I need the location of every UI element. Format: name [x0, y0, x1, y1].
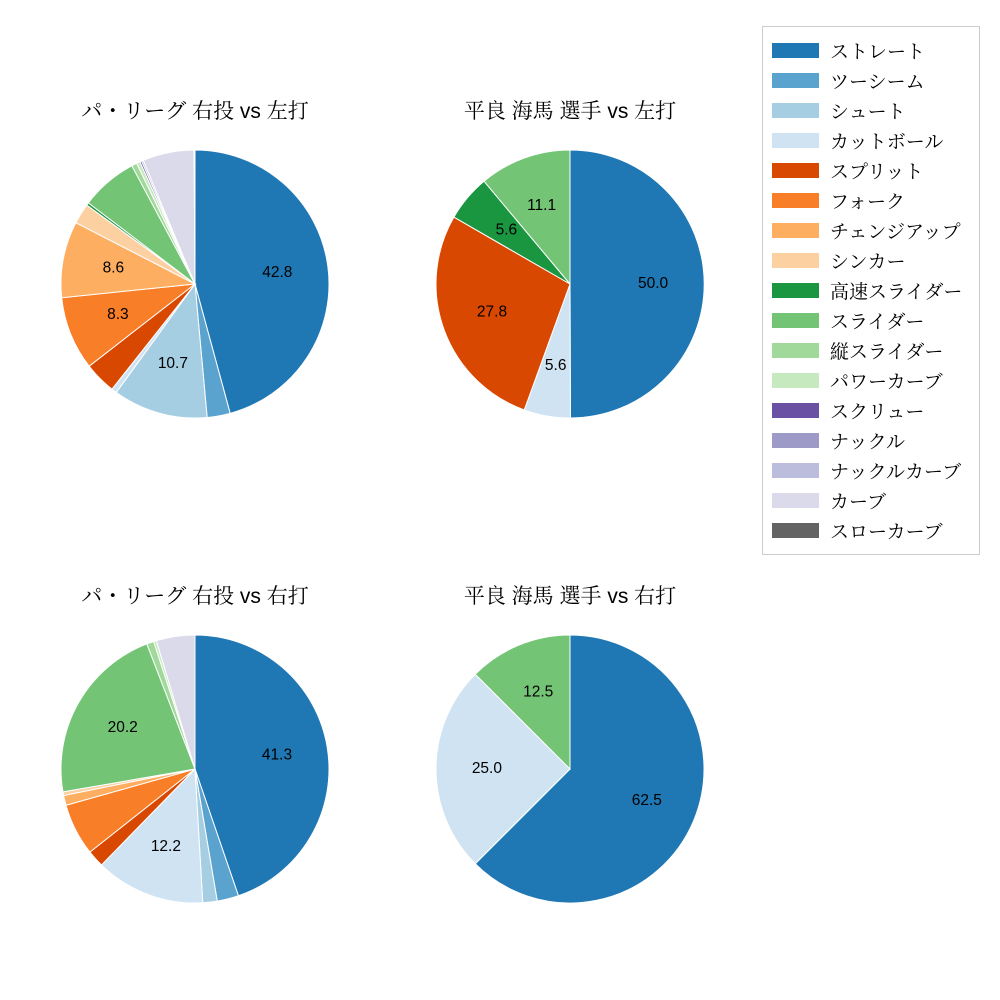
- legend-item: [772, 155, 970, 185]
- legend-item: [772, 35, 970, 65]
- legend-swatch: [772, 193, 819, 208]
- legend-item: [772, 305, 970, 335]
- legend-item: [772, 395, 970, 425]
- legend-label: 高速スライダー: [830, 281, 963, 303]
- legend-item: [772, 185, 970, 215]
- legend-label: カーブ: [830, 491, 887, 513]
- legend-item: [772, 125, 970, 155]
- chart-taira-vs-right: [405, 580, 735, 914]
- legend-item: [772, 65, 970, 95]
- pie-slice-label: 27.8: [476, 303, 508, 321]
- legend-swatch: [772, 493, 819, 508]
- legend-swatch: [772, 523, 819, 538]
- legend: [762, 26, 980, 555]
- legend-label: チェンジアップ: [830, 221, 961, 243]
- legend-label: スローカーブ: [830, 521, 943, 543]
- pie-slice-label: 62.5: [631, 791, 662, 809]
- legend-swatch: [772, 253, 819, 268]
- pie-slice-label: 42.8: [262, 264, 293, 282]
- pie-slice-label: 11.1: [527, 196, 557, 214]
- pie-slice-label: 12.5: [523, 683, 554, 701]
- legend-label: シュート: [830, 101, 906, 123]
- legend-swatch: [772, 403, 819, 418]
- chart-title: 平良 海馬 選手 vs 右打: [463, 585, 677, 608]
- pie-slices: [61, 635, 329, 903]
- legend-swatch: [772, 373, 819, 388]
- legend-swatch: [772, 463, 819, 478]
- legend-label: ナックルカーブ: [830, 461, 962, 483]
- legend-label: フォーク: [830, 191, 906, 213]
- chart-title: パ・リーグ 右投 vs 右打: [81, 585, 309, 608]
- pie-slices: [61, 150, 329, 418]
- legend-label: ストレート: [830, 41, 926, 63]
- legend-item: [772, 245, 970, 275]
- legend-swatch: [772, 133, 819, 148]
- legend-swatch: [772, 73, 819, 88]
- legend-item: [772, 275, 970, 305]
- legend-label: スプリット: [830, 161, 924, 183]
- legend-item: [772, 335, 970, 365]
- chart-title: 平良 海馬 選手 vs 左打: [463, 100, 677, 123]
- legend-swatch: [772, 313, 819, 328]
- legend-item: [772, 365, 970, 395]
- legend-item: [772, 95, 970, 125]
- legend-swatch: [772, 283, 819, 298]
- pie-svg: [425, 139, 715, 429]
- chart-taira-vs-left: [405, 95, 735, 429]
- legend-item: [772, 455, 970, 485]
- legend-label: パワーカーブ: [830, 371, 943, 393]
- pie-slice-label: 8.6: [102, 259, 125, 277]
- legend-label: 縦スライダー: [830, 341, 944, 363]
- legend-item: [772, 515, 970, 545]
- legend-label: シンカー: [830, 251, 906, 273]
- pie-slice-label: 25.0: [471, 760, 502, 778]
- pie-slice-label: 50.0: [638, 274, 669, 292]
- legend-label: カットボール: [830, 131, 944, 153]
- legend-item: [772, 215, 970, 245]
- pie-slice-label: 5.6: [495, 221, 518, 239]
- chart-title: パ・リーグ 右投 vs 左打: [81, 100, 309, 123]
- legend-label: ツーシーム: [830, 71, 925, 93]
- legend-label: スライダー: [830, 311, 925, 333]
- legend-label: スクリュー: [830, 401, 925, 423]
- chart-pa-league-vs-right: [30, 580, 360, 914]
- pie-slice-label: 20.2: [107, 719, 138, 737]
- pie-canvas: [425, 139, 715, 429]
- pie-svg: [50, 139, 340, 429]
- legend-label: ナックル: [830, 431, 906, 453]
- legend-item: [772, 425, 970, 455]
- legend-swatch: [772, 433, 819, 448]
- chart-pa-league-vs-left: [30, 95, 360, 429]
- pie-svg: [425, 624, 715, 914]
- legend-swatch: [772, 43, 819, 58]
- pie-slice-label: 12.2: [150, 837, 181, 855]
- legend-swatch: [772, 343, 819, 358]
- legend-swatch: [772, 223, 819, 238]
- pie-canvas: [425, 624, 715, 914]
- pie-slice-label: 8.3: [107, 305, 129, 323]
- legend-item: [772, 485, 970, 515]
- legend-swatch: [772, 163, 819, 178]
- pie-canvas: [50, 624, 340, 914]
- legend-swatch: [772, 103, 819, 118]
- pie-svg: [50, 624, 340, 914]
- pie-slice-label: 10.7: [157, 355, 188, 373]
- pie-slice-label: 5.6: [544, 356, 567, 374]
- pie-slice-label: 41.3: [261, 746, 293, 764]
- pie-canvas: [50, 139, 340, 429]
